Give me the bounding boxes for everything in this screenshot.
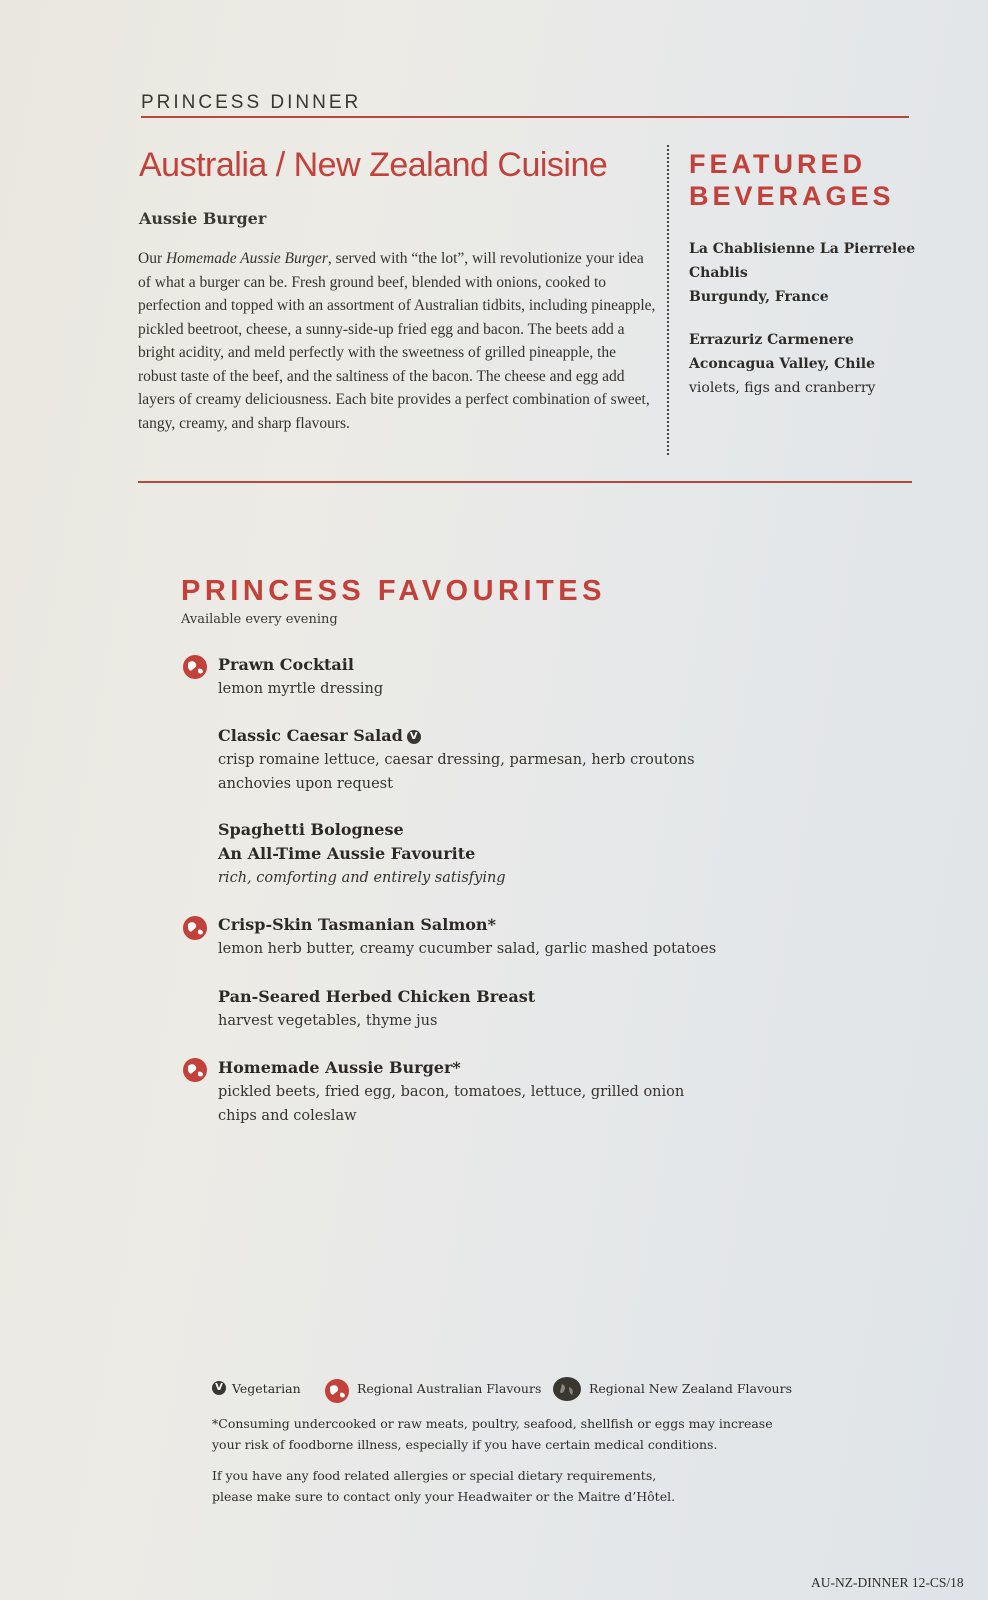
vegetarian-icon: V: [212, 1381, 226, 1395]
featured-dish-title: Aussie Burger: [139, 209, 267, 228]
menu-item: Crisp-Skin Tasmanian Salmon* lemon herb butter, creamy cucumber salad, garlic mashed potatoes: [218, 915, 717, 957]
menu-item: Prawn Cocktail lemon myrtle dressing: [218, 655, 384, 697]
favourites-title: PRINCESS FAVOURITES: [181, 575, 606, 607]
vegetarian-icon: V: [407, 730, 421, 744]
menu-item: Homemade Aussie Burger* pickled beets, fried egg, bacon, tomatoes, lettuce, grilled onion chips and coleslaw: [218, 1058, 685, 1124]
featured-beverages-title: FEATURED BEVERAGES: [689, 149, 895, 211]
dotted-divider: [667, 145, 669, 455]
australia-globe-icon: [182, 1057, 208, 1083]
australia-globe-icon: [182, 915, 208, 941]
raw-food-warning: *Consuming undercooked or raw meats, poultry, seafood, shellfish or eggs may increase your risk of foodborne illness, especially if you have certain medical conditions.: [212, 1416, 773, 1452]
menu-item: Pan-Seared Herbed Chicken Breast harvest vegetables, thyme jus: [218, 987, 536, 1029]
allergy-notice: If you have any food related allergies or special dietary requirements, please make sure to contact only your Headwaiter or the Maitre d’Hôtel.: [212, 1468, 676, 1504]
australia-globe-icon: [182, 654, 208, 680]
legend-australian: Regional Australian Flavours: [357, 1381, 542, 1396]
feature-divider: [138, 481, 912, 483]
header-divider: [141, 116, 909, 118]
featured-dish-description: Our Homemade Aussie Burger, served with “the lot”, will revolutionize your idea of what a burger can be. Fresh ground beef, blended with onions, cooked to perfection and topped with an assortment of Australian tidbits, including pineapple, pickled beetroot, cheese, a sunny-side-up fried egg and bacon. The beets add a bright acidity, and meld perfectly with the sweetness of grilled pineapple, the robust taste of the beef, and the saltiness of the bacon. The cheese and egg add layers of creamy deliciousness. Each bite provides a perfect combination of sweet, tangy, creamy, and sharp flavours.: [138, 250, 656, 432]
beverage-2: Errazuriz Carmenere Aconcagua Valley, Chile violets, figs and cranberry: [689, 332, 876, 396]
menu-item: Spaghetti Bolognese An All-Time Aussie Favourite rich, comforting and entirely satisfying: [218, 820, 506, 886]
cuisine-title: Australia / New Zealand Cuisine: [139, 146, 608, 184]
australia-globe-icon: [324, 1378, 350, 1404]
section-label: PRINCESS DINNER: [141, 92, 362, 113]
menu-item: Classic Caesar Salad V crisp romaine lettuce, caesar dressing, parmesan, herb croutons anchovies upon request: [218, 726, 695, 792]
new-zealand-globe-icon: [552, 1376, 582, 1402]
legend-new-zealand: Regional New Zealand Flavours: [589, 1381, 792, 1396]
favourites-subtitle: Available every evening: [181, 612, 338, 627]
beverage-1: La Chablisienne La Pierrelee Chablis Burgundy, France: [689, 241, 916, 305]
legend-vegetarian: Vegetarian: [232, 1381, 301, 1396]
menu-code: AU-NZ-DINNER 12-CS/18: [811, 1575, 964, 1590]
